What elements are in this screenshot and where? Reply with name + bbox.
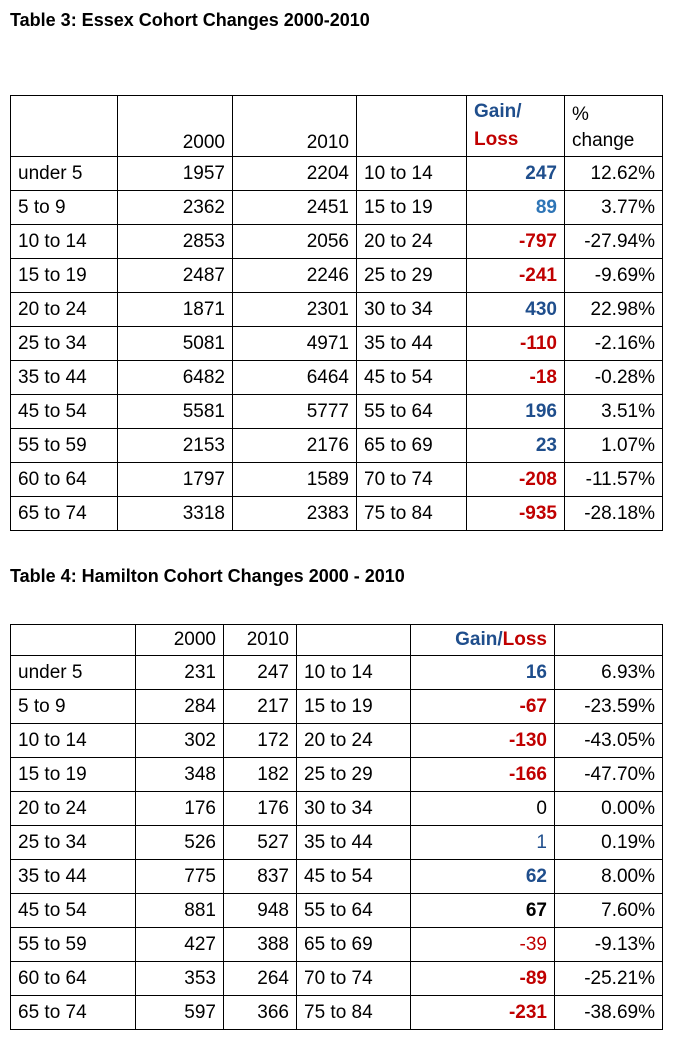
header-2000: 2000 xyxy=(118,96,233,157)
cohort-cell: 55 to 59 xyxy=(11,928,136,962)
value-2010-cell: 2056 xyxy=(233,225,357,259)
target-cohort-cell: 35 to 44 xyxy=(357,327,467,361)
table-row xyxy=(11,191,663,225)
gain-loss-cell: -935 xyxy=(467,497,565,531)
cohort-cell: 10 to 14 xyxy=(11,724,136,758)
value-2010-cell: 527 xyxy=(224,826,297,860)
value-2010-cell: 2383 xyxy=(233,497,357,531)
value-2010-cell: 172 xyxy=(224,724,297,758)
target-cohort-cell: 20 to 24 xyxy=(297,724,411,758)
gain-loss-header xyxy=(411,625,555,656)
gain-loss-cell: 0 xyxy=(411,792,555,826)
value-2010-cell: 217 xyxy=(224,690,297,724)
cohort-cell: 15 to 19 xyxy=(11,259,118,293)
value-2010-cell: 4971 xyxy=(233,327,357,361)
value-2010-cell: 2176 xyxy=(233,429,357,463)
value-2010-cell: 837 xyxy=(224,860,297,894)
table-row xyxy=(11,928,663,962)
cohort-cell: 10 to 14 xyxy=(11,225,118,259)
gain-label: Gain xyxy=(455,629,498,650)
pct-change-cell: -0.28% xyxy=(565,361,663,395)
value-2000-cell: 5081 xyxy=(118,327,233,361)
pct-change-cell: -11.57% xyxy=(565,463,663,497)
target-cohort-cell: 35 to 44 xyxy=(297,826,411,860)
target-cohort-cell: 75 to 84 xyxy=(357,497,467,531)
loss-label: Loss xyxy=(502,629,547,650)
target-cohort-cell: 45 to 54 xyxy=(297,860,411,894)
value-2010-cell: 2204 xyxy=(233,157,357,191)
cohort-cell: 65 to 74 xyxy=(11,497,118,531)
value-2000-cell: 6482 xyxy=(118,361,233,395)
value-2000-cell: 3318 xyxy=(118,497,233,531)
pct-change-cell: -9.13% xyxy=(555,928,663,962)
pct-change-cell: 3.77% xyxy=(565,191,663,225)
header-2010: 2010 xyxy=(233,96,357,157)
gain-loss-cell: 62 xyxy=(411,860,555,894)
target-cohort-cell: 15 to 19 xyxy=(297,690,411,724)
table-row xyxy=(11,463,663,497)
cohort-cell: 35 to 44 xyxy=(11,361,118,395)
table-header-row xyxy=(11,625,663,656)
slash-label: / xyxy=(497,629,503,650)
value-2010-cell: 366 xyxy=(224,996,297,1030)
value-2010-cell: 182 xyxy=(224,758,297,792)
table-row xyxy=(11,724,663,758)
target-cohort-cell: 20 to 24 xyxy=(357,225,467,259)
cohort-header xyxy=(11,625,136,656)
value-2010-cell: 2301 xyxy=(233,293,357,327)
gain-loss-cell: -797 xyxy=(467,225,565,259)
pct-change-cell: 6.93% xyxy=(555,656,663,690)
value-2000-cell: 1871 xyxy=(118,293,233,327)
cohort-cell: 5 to 9 xyxy=(11,191,118,225)
value-2000-cell: 1957 xyxy=(118,157,233,191)
hamilton-cohort-table xyxy=(10,624,663,1030)
cohort-cell: 45 to 54 xyxy=(11,395,118,429)
pct-label-bottom: change xyxy=(572,130,635,151)
pct-change-cell: -27.94% xyxy=(565,225,663,259)
pct-label-top: % xyxy=(572,104,589,125)
value-2000-cell: 2853 xyxy=(118,225,233,259)
gain-loss-cell: 430 xyxy=(467,293,565,327)
table-row xyxy=(11,758,663,792)
value-2000-cell: 176 xyxy=(136,792,224,826)
gain-loss-cell: 23 xyxy=(467,429,565,463)
value-2010-cell: 6464 xyxy=(233,361,357,395)
table-row xyxy=(11,860,663,894)
value-2000-cell: 597 xyxy=(136,996,224,1030)
value-2000-cell: 2487 xyxy=(118,259,233,293)
value-2000-cell: 1797 xyxy=(118,463,233,497)
gain-loss-header xyxy=(467,96,565,157)
table-header-row xyxy=(11,96,663,157)
pct-change-cell: 1.07% xyxy=(565,429,663,463)
gain-loss-cell: -130 xyxy=(411,724,555,758)
table-row xyxy=(11,327,663,361)
table-row xyxy=(11,293,663,327)
value-2000-cell: 2362 xyxy=(118,191,233,225)
target-cohort-cell: 25 to 29 xyxy=(297,758,411,792)
pct-change-cell: 3.51% xyxy=(565,395,663,429)
pct-change-cell: -47.70% xyxy=(555,758,663,792)
value-2010-cell: 1589 xyxy=(233,463,357,497)
table-row xyxy=(11,792,663,826)
pct-change-cell: 0.19% xyxy=(555,826,663,860)
gain-label: Gain/ xyxy=(474,101,522,122)
target-cohort-cell: 70 to 74 xyxy=(297,962,411,996)
table-row xyxy=(11,395,663,429)
pct-change-cell: 12.62% xyxy=(565,157,663,191)
target-cohort-cell: 15 to 19 xyxy=(357,191,467,225)
value-2000-cell: 348 xyxy=(136,758,224,792)
gain-loss-cell: 16 xyxy=(411,656,555,690)
table-row xyxy=(11,962,663,996)
target-cohort-cell: 55 to 64 xyxy=(297,894,411,928)
pct-change-cell: -2.16% xyxy=(565,327,663,361)
target-cohort-cell: 70 to 74 xyxy=(357,463,467,497)
table-row xyxy=(11,497,663,531)
value-2000-cell: 284 xyxy=(136,690,224,724)
target-cohort-cell: 55 to 64 xyxy=(357,395,467,429)
table-row xyxy=(11,690,663,724)
table-row xyxy=(11,225,663,259)
pct-change-cell: -23.59% xyxy=(555,690,663,724)
gain-loss-cell: -208 xyxy=(467,463,565,497)
value-2010-cell: 264 xyxy=(224,962,297,996)
target-cohort-cell: 25 to 29 xyxy=(357,259,467,293)
gain-loss-cell: -39 xyxy=(411,928,555,962)
target-cohort-cell: 30 to 34 xyxy=(357,293,467,327)
cohort-cell: 15 to 19 xyxy=(11,758,136,792)
target-cohort-cell: 30 to 34 xyxy=(297,792,411,826)
table-row xyxy=(11,894,663,928)
pct-change-cell: 22.98% xyxy=(565,293,663,327)
pct-change-cell: 8.00% xyxy=(555,860,663,894)
essex-cohort-table xyxy=(10,95,663,531)
header-2010: 2010 xyxy=(224,625,297,656)
cohort-cell: 25 to 34 xyxy=(11,826,136,860)
table-row xyxy=(11,157,663,191)
gain-loss-cell: -231 xyxy=(411,996,555,1030)
cohort-cell: under 5 xyxy=(11,157,118,191)
value-2000-cell: 526 xyxy=(136,826,224,860)
pct-change-cell: 0.00% xyxy=(555,792,663,826)
gain-loss-cell: 89 xyxy=(467,191,565,225)
cohort-cell: 45 to 54 xyxy=(11,894,136,928)
value-2000-cell: 353 xyxy=(136,962,224,996)
cohort-cell: 60 to 64 xyxy=(11,962,136,996)
value-2010-cell: 176 xyxy=(224,792,297,826)
gain-loss-cell: -67 xyxy=(411,690,555,724)
value-2010-cell: 5777 xyxy=(233,395,357,429)
value-2010-cell: 948 xyxy=(224,894,297,928)
table-row xyxy=(11,259,663,293)
table3-title: Table 3: Essex Cohort Changes 2000-2010 xyxy=(10,10,370,30)
cohort-cell: 25 to 34 xyxy=(11,327,118,361)
value-2000-cell: 881 xyxy=(136,894,224,928)
value-2000-cell: 2153 xyxy=(118,429,233,463)
cohort-cell: 55 to 59 xyxy=(11,429,118,463)
value-2000-cell: 231 xyxy=(136,656,224,690)
pct-change-cell: -25.21% xyxy=(555,962,663,996)
value-2010-cell: 247 xyxy=(224,656,297,690)
target-cohort-cell: 10 to 14 xyxy=(357,157,467,191)
gain-loss-cell: -18 xyxy=(467,361,565,395)
value-2000-cell: 427 xyxy=(136,928,224,962)
table-row xyxy=(11,996,663,1030)
gain-loss-cell: -89 xyxy=(411,962,555,996)
gain-loss-cell: 196 xyxy=(467,395,565,429)
target-cohort-cell: 75 to 84 xyxy=(297,996,411,1030)
target-cohort-cell: 65 to 69 xyxy=(297,928,411,962)
pct-change-cell: 7.60% xyxy=(555,894,663,928)
value-2000-cell: 302 xyxy=(136,724,224,758)
table-row xyxy=(11,361,663,395)
target-cohort-cell: 10 to 14 xyxy=(297,656,411,690)
value-2000-cell: 5581 xyxy=(118,395,233,429)
target-cohort-cell: 65 to 69 xyxy=(357,429,467,463)
pct-change-cell: -28.18% xyxy=(565,497,663,531)
value-2010-cell: 388 xyxy=(224,928,297,962)
table-row xyxy=(11,826,663,860)
pct-change-cell: -43.05% xyxy=(555,724,663,758)
pct-change-cell: -9.69% xyxy=(565,259,663,293)
cohort-cell: 65 to 74 xyxy=(11,996,136,1030)
target-cohort-cell: 45 to 54 xyxy=(357,361,467,395)
cohort-cell: 60 to 64 xyxy=(11,463,118,497)
gain-loss-cell: 247 xyxy=(467,157,565,191)
table4-title: Table 4: Hamilton Cohort Changes 2000 - 2010 xyxy=(10,566,405,586)
header-2000: 2000 xyxy=(136,625,224,656)
cohort-cell: under 5 xyxy=(11,656,136,690)
to-cohort-header xyxy=(357,96,467,157)
gain-loss-cell: 1 xyxy=(411,826,555,860)
gain-loss-cell: -166 xyxy=(411,758,555,792)
value-2000-cell: 775 xyxy=(136,860,224,894)
gain-loss-cell: -241 xyxy=(467,259,565,293)
table-row xyxy=(11,429,663,463)
cohort-cell: 5 to 9 xyxy=(11,690,136,724)
cohort-cell: 20 to 24 xyxy=(11,792,136,826)
pct-change-cell: -38.69% xyxy=(555,996,663,1030)
cohort-cell: 20 to 24 xyxy=(11,293,118,327)
value-2010-cell: 2451 xyxy=(233,191,357,225)
to-cohort-header xyxy=(297,625,411,656)
gain-loss-cell: -110 xyxy=(467,327,565,361)
loss-label: Loss xyxy=(474,129,519,150)
cohort-cell: 35 to 44 xyxy=(11,860,136,894)
pct-change-header xyxy=(555,625,663,656)
pct-change-header xyxy=(565,96,663,157)
value-2010-cell: 2246 xyxy=(233,259,357,293)
cohort-header xyxy=(11,96,118,157)
table-row xyxy=(11,656,663,690)
gain-loss-cell: 67 xyxy=(411,894,555,928)
